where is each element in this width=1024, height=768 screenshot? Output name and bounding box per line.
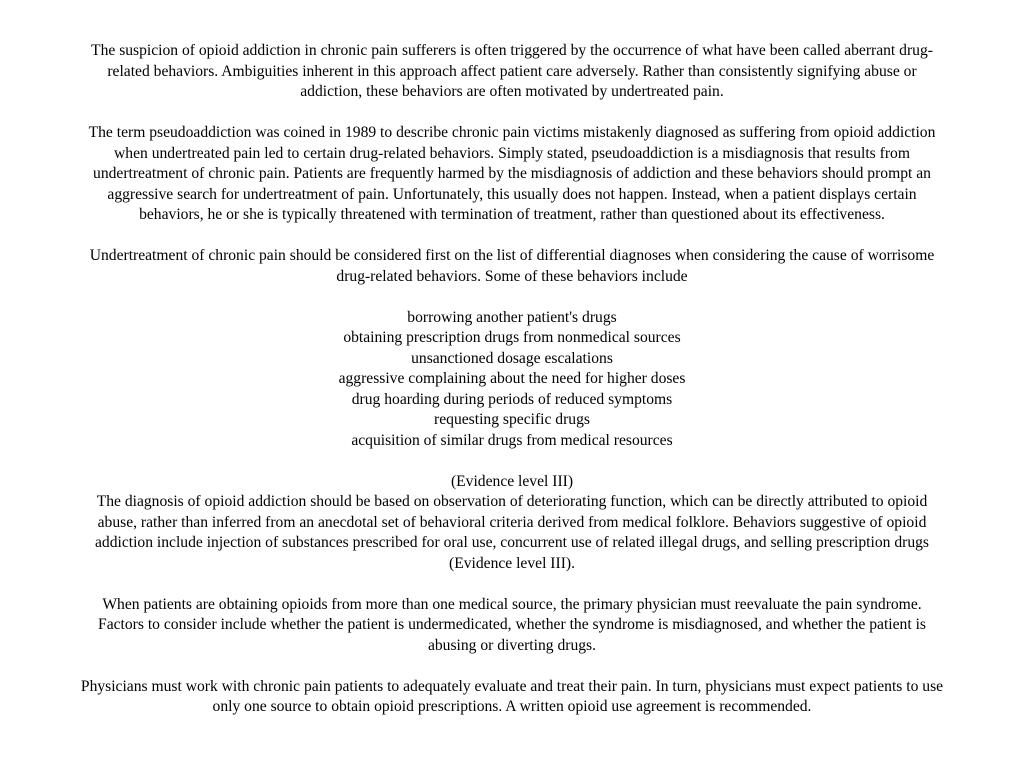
paragraph-diagnosis-text: The diagnosis of opioid addiction should be based on observation of deteriorating function, which can be directly attributed to opioid abuse, rather than inferred from an anecdotal set of behavioral criteria derived from medical folklore. Behaviors suggestive of opioid addiction include injection of substances prescribed for oral use, concurrent use of related illegal drugs, and selling prescription drugs (Evidence level III).: [94, 493, 929, 572]
behaviors-list: [80, 308, 944, 452]
list-item: drug hoarding during periods of reduced symptoms: [351, 390, 673, 408]
paragraph-aberrant-behaviors: The suspicion of opioid addiction in chronic pain sufferers is often triggered by the occurrence of what have been called aberrant drug-related behaviors. Ambiguities inherent in this approach affect patient care adversely. Rather than consistently signifying abuse or addiction, these behaviors are often motivated by undertreated pain.: [91, 42, 933, 100]
list-item: borrowing another patient's drugs: [407, 308, 617, 326]
list-item: unsanctioned dosage escalations: [411, 349, 613, 367]
paragraph-multiple-sources: When patients are obtaining opioids from more than one medical source, the primary physician must reevaluate the pain syndrome. Factors to consider include whether the patient is undermedicated, whether the syndrome is misdiagnosed, and whether the patient is abusing or diverting drugs.: [98, 595, 926, 654]
paragraph-undertreatment: Undertreatment of chronic pain should be considered first on the list of differential diagnoses when considering the cause of worrisome drug-related behaviors. Some of these behaviors include: [89, 247, 935, 285]
list-item: requesting specific drugs: [434, 411, 590, 428]
paragraph-physician-agreement: Physicians must work with chronic pain patients to adequately evaluate and treat their pain. In turn, physicians must expect patients to use only one source to obtain opioid prescriptions. A written opioid use agreement is recommended.: [80, 677, 944, 715]
evidence-level-label: (Evidence level III): [450, 472, 574, 490]
list-item: acquisition of similar drugs from medical resources: [351, 431, 673, 449]
paragraph-pseudoaddiction: The term pseudoaddiction was coined in 1989 to describe chronic pain victims mistakenly diagnosed as suffering from opioid addiction when undertreated pain led to certain drug-related behaviors. Simply stated, pseudoaddiction is a misdiagnosis that results from undertreatment of chronic pain. Patients are frequently harmed by the misdiagnosis of addiction and these behaviors should prompt an aggressive search for undertreatment of pain. Unfortunately, this usually does not happen. Instead, when a patient displays certain behaviors, he or she is typically threatened with termination of treatment, rather than questioned about its effectiveness.: [88, 124, 936, 223]
list-item: obtaining prescription drugs from nonmedical sources: [343, 329, 681, 346]
paragraph-diagnosis: [80, 472, 944, 575]
list-item: aggressive complaining about the need for higher doses: [338, 370, 686, 387]
